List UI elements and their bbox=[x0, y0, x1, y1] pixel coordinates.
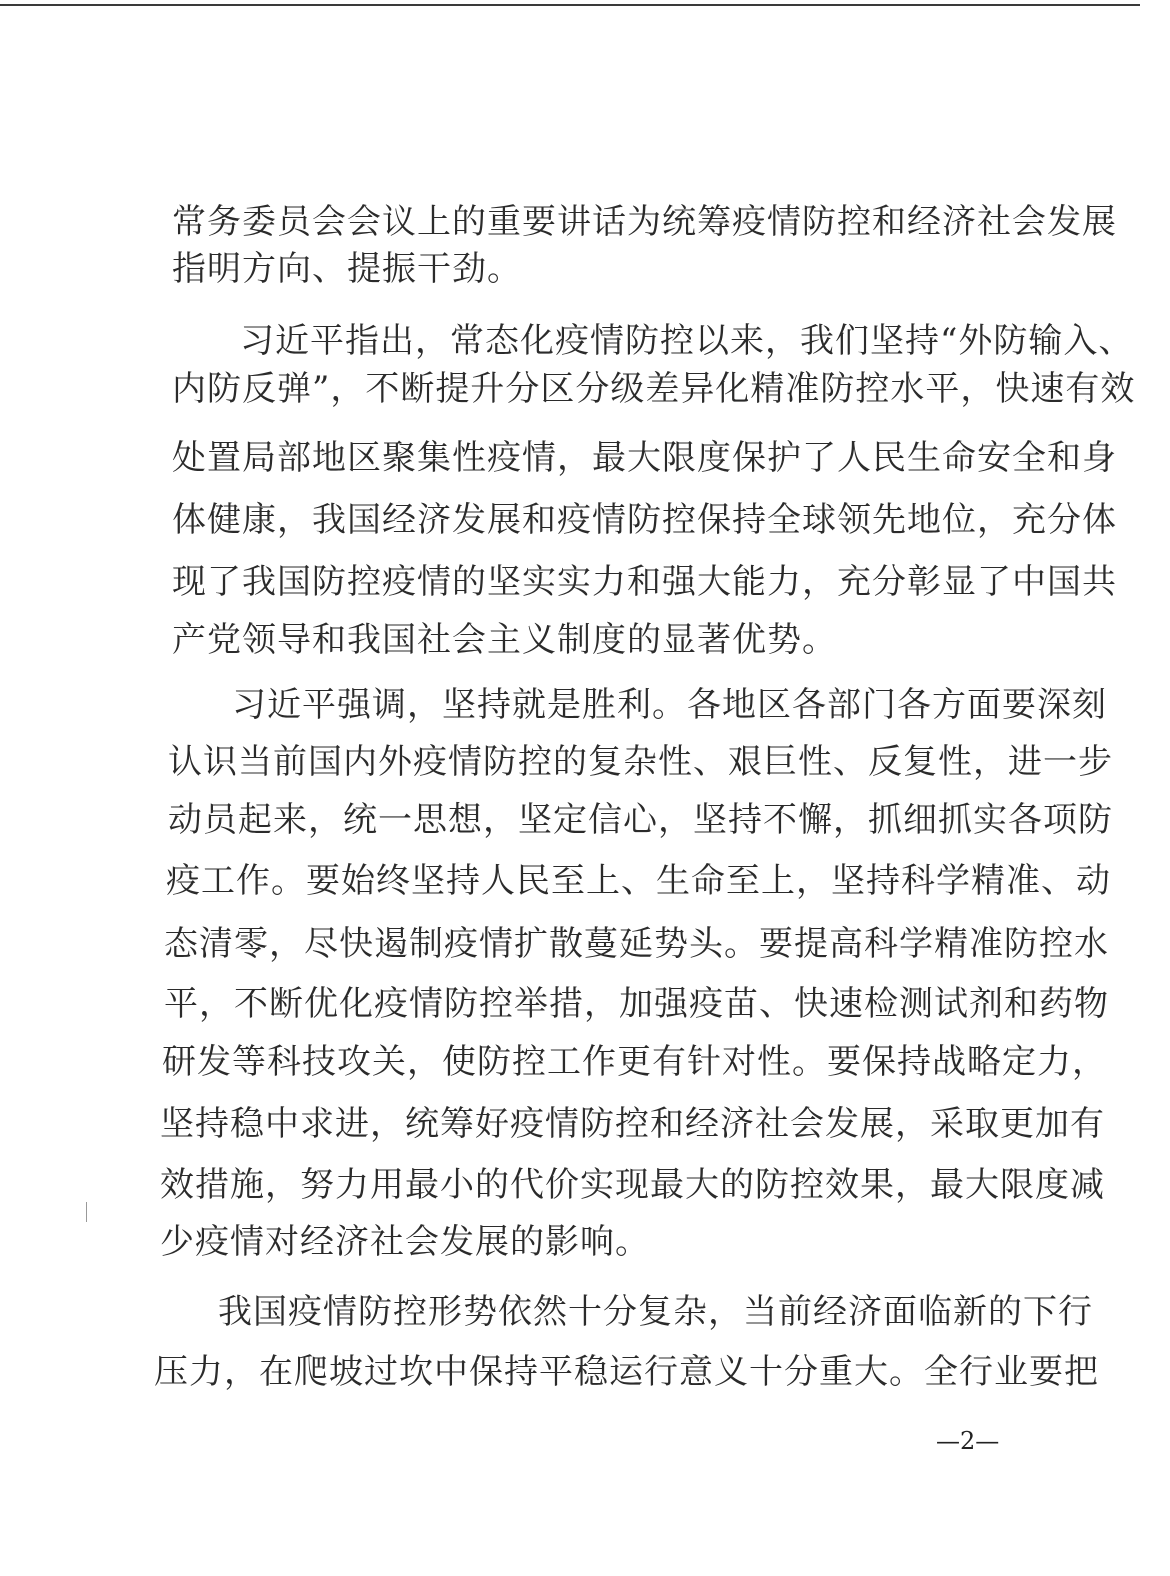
text-line-19: 我国疫情防控形势依然十分复杂，当前经济面临新的下行 bbox=[218, 1292, 1093, 1332]
top-border-line bbox=[0, 4, 1140, 6]
text-line-8: 产党领导和我国社会主义制度的显著优势。 bbox=[172, 620, 837, 660]
text-line-14: 平，不断优化疫情防控举措，加强疫苗、快速检测试剂和药物 bbox=[164, 984, 1109, 1024]
text-line-11: 动员起来，统一思想，坚定信心，坚持不懈，抓细抓实各项防 bbox=[168, 800, 1113, 840]
text-line-10: 认识当前国内外疫情防控的复杂性、艰巨性、反复性，进一步 bbox=[168, 742, 1113, 782]
text-line-5: 处置局部地区聚集性疫情，最大限度保护了人民生命安全和身 bbox=[172, 438, 1117, 478]
text-line-17: 效措施，努力用最小的代价实现最大的防控效果，最大限度减 bbox=[160, 1165, 1105, 1205]
text-line-13: 态清零，尽快遏制疫情扩散蔓延势头。要提高科学精准防控水 bbox=[164, 924, 1109, 964]
text-line-1: 常务委员会会议上的重要讲话为统筹疫情防控和经济社会发展 bbox=[172, 202, 1117, 242]
text-line-6: 体健康，我国经济发展和疫情防控保持全球领先地位，充分体 bbox=[172, 500, 1117, 540]
text-line-12: 疫工作。要始终坚持人民至上、生命至上，坚持科学精准、动 bbox=[166, 861, 1111, 901]
scan-mark bbox=[86, 1202, 87, 1222]
text-line-15: 研发等科技攻关，使防控工作更有针对性。要保持战略定力， bbox=[162, 1042, 1107, 1082]
text-line-3: 习近平指出，常态化疫情防控以来，我们坚持“外防输入、 bbox=[240, 321, 1134, 361]
text-line-2: 指明方向、提振干劲。 bbox=[172, 249, 522, 289]
text-line-4: 内防反弹”，不断提升分区分级差异化精准防控水平，快速有效 bbox=[172, 369, 1136, 409]
text-line-20: 压力，在爬坡过坎中保持平稳运行意义十分重大。全行业要把 bbox=[154, 1352, 1099, 1392]
text-line-16: 坚持稳中求进，统筹好疫情防控和经济社会发展，采取更加有 bbox=[160, 1104, 1105, 1144]
page-number: —2— bbox=[936, 1427, 1000, 1455]
text-line-7: 现了我国防控疫情的坚实实力和强大能力，充分彰显了中国共 bbox=[172, 562, 1117, 602]
text-line-18: 少疫情对经济社会发展的影响。 bbox=[160, 1222, 650, 1262]
text-line-9: 习近平强调，坚持就是胜利。各地区各部门各方面要深刻 bbox=[232, 685, 1107, 725]
